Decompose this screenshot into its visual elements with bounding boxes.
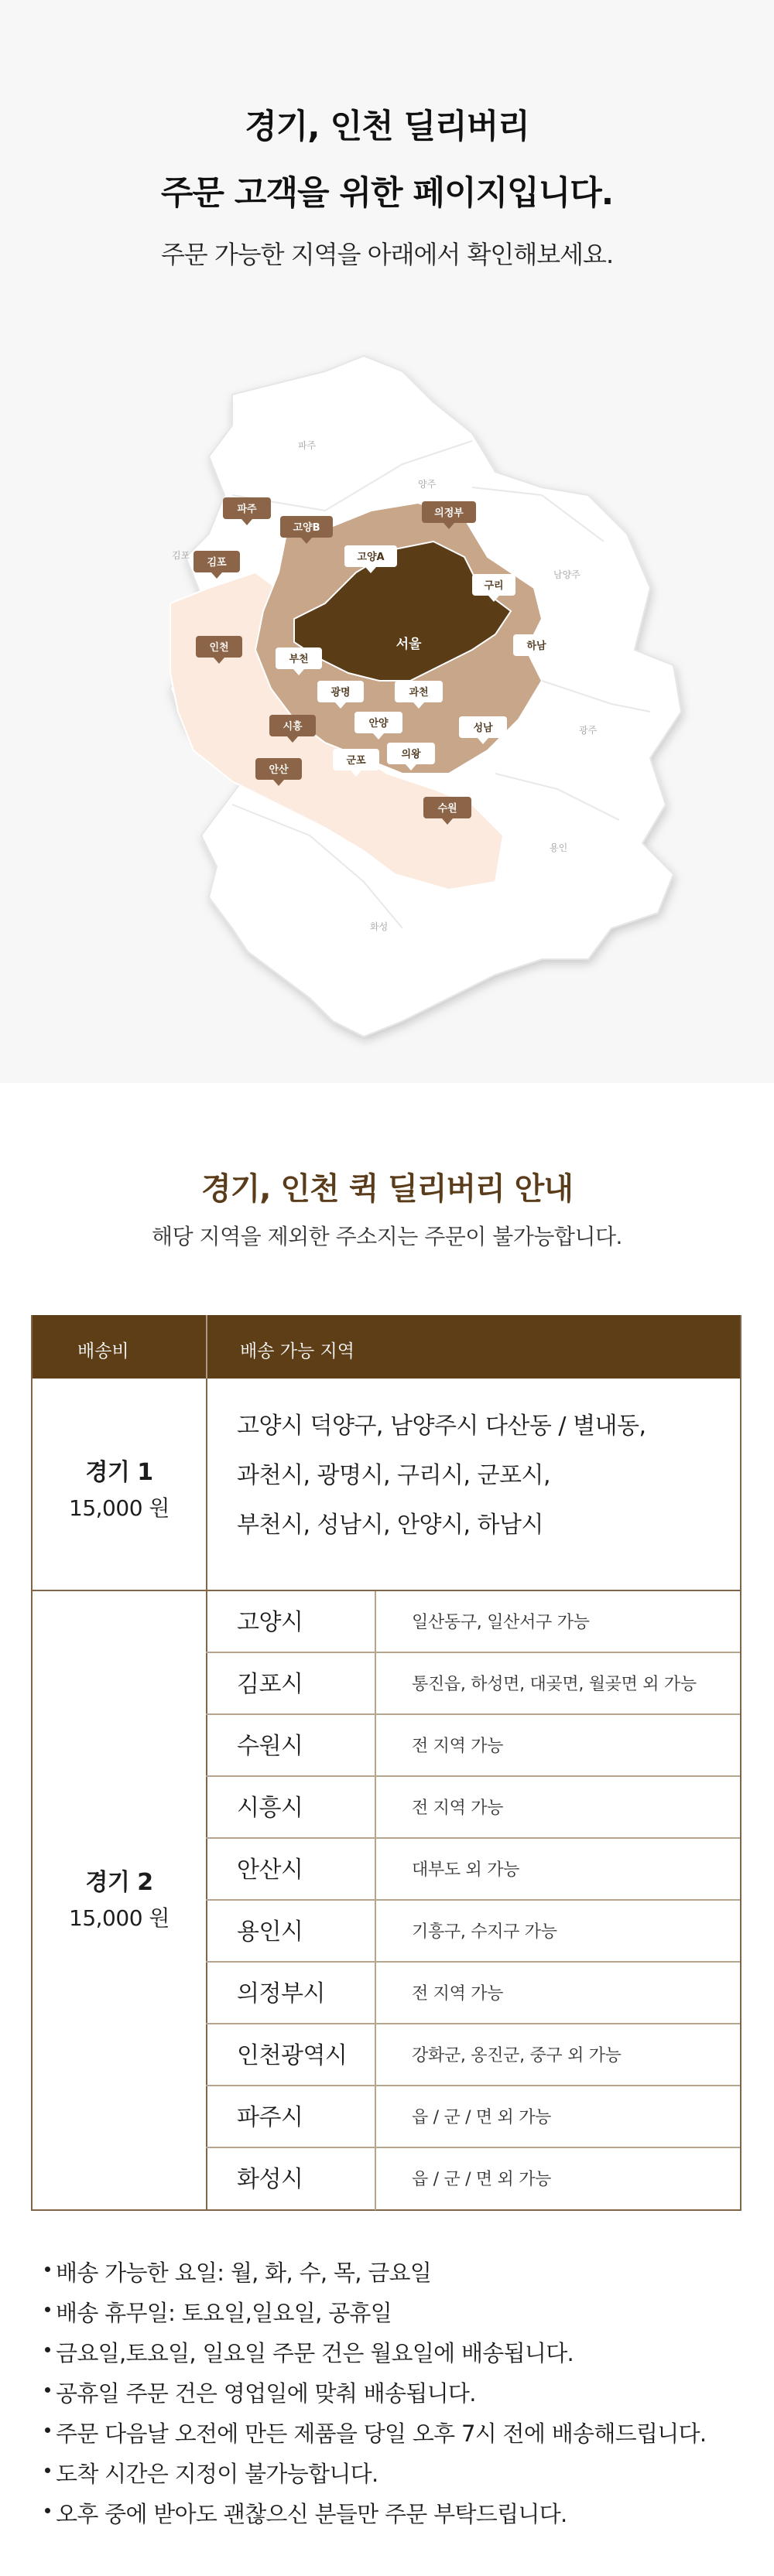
- group1-areas-line3: 부천시, 성남시, 안양시, 하남시: [237, 1512, 543, 1539]
- bullet-icon: [45, 2307, 50, 2312]
- group2-name: 경기 2: [85, 1869, 153, 1896]
- bullet-icon: [45, 2347, 50, 2352]
- svg-text:안산: 안산: [269, 764, 289, 776]
- section-subtitle: 해당 지역을 제외한 주소지는 주문이 불가능합니다.: [152, 1224, 622, 1249]
- bullet-icon: [45, 2468, 50, 2473]
- hero-subtitle: 주문 가능한 지역을 아래에서 확인해보세요.: [160, 240, 614, 269]
- svg-text:의왕: 의왕: [401, 749, 421, 760]
- bullet-icon: [45, 2267, 50, 2272]
- svg-text:부천: 부천: [289, 654, 309, 665]
- header-fee: 배송비: [77, 1341, 129, 1361]
- row-city: 안산시: [237, 1857, 303, 1884]
- hero-title-line1: 경기, 인천 딜리버리: [245, 108, 529, 146]
- row-city: 인천광역시: [237, 2042, 348, 2069]
- svg-text:광명: 광명: [330, 687, 351, 699]
- svg-text:고양A: 고양A: [357, 552, 385, 563]
- delivery-area-map: [0, 340, 774, 1060]
- map-label-yongin: 용인: [550, 842, 568, 853]
- row-note: 전 지역 가능: [412, 1799, 504, 1818]
- hero-section: [0, 0, 774, 1083]
- row-note: 기흥구, 수지구 가능: [412, 1922, 557, 1942]
- row-note: 일산동구, 일산서구 가능: [412, 1613, 590, 1632]
- group1-name: 경기 1: [85, 1459, 153, 1486]
- map-label-hwaseong: 화성: [370, 921, 389, 932]
- row-note: 전 지역 가능: [412, 1984, 504, 2004]
- svg-text:구리: 구리: [484, 580, 504, 592]
- svg-text:의정부: 의정부: [434, 507, 464, 519]
- row-note: 통진읍, 하성면, 대곶면, 월곶면 외 가능: [412, 1675, 697, 1694]
- row-city: 김포시: [237, 1671, 303, 1698]
- svg-text:김포: 김포: [207, 557, 227, 569]
- hero-title-line2: 주문 고객을 위한 페이지입니다.: [160, 174, 614, 213]
- svg-text:수원: 수원: [437, 803, 457, 815]
- svg-text:안양: 안양: [368, 718, 389, 729]
- list-item: 도착 시간은 지정이 불가능합니다.: [56, 2457, 378, 2489]
- group2-price: 15,000 원: [69, 1905, 170, 1931]
- group1-areas-line2: 과천시, 광명시, 구리시, 군포시,: [237, 1462, 551, 1489]
- svg-text:시흥: 시흥: [283, 721, 303, 733]
- svg-text:군포: 군포: [346, 755, 366, 767]
- map-label-gimpo-area: 김포: [172, 550, 190, 561]
- map-label-yangju: 양주: [418, 479, 437, 490]
- row-city: 용인시: [237, 1918, 303, 1946]
- row-city: 화성시: [237, 2166, 303, 2193]
- svg-text:성남: 성남: [473, 723, 493, 734]
- list-item: 공휴일 주문 건은 영업일에 맞춰 배송됩니다.: [56, 2376, 476, 2408]
- row-note: 읍 / 군 / 면 외 가능: [412, 2108, 552, 2127]
- list-item: 오후 중에 받아도 괜찮으신 분들만 주문 부탁드립니다.: [56, 2497, 567, 2529]
- map-label-seoul: 서울: [396, 637, 422, 652]
- row-note: 대부도 외 가능: [412, 1860, 520, 1880]
- list-item: 주문 다음날 오전에 만든 제품을 당일 오후 7시 전에 배송해드립니다.: [56, 2417, 706, 2448]
- row-city: 수원시: [237, 1733, 303, 1760]
- svg-text:고양B: 고양B: [293, 522, 320, 534]
- list-item: 배송 가능한 요일: 월, 화, 수, 목, 금요일: [56, 2256, 431, 2287]
- delivery-fee-table: [31, 1315, 741, 2211]
- svg-text:파주: 파주: [237, 504, 257, 515]
- map-label-paju-area: 파주: [298, 440, 317, 451]
- list-item: 금요일,토요일, 일요일 주문 건은 월요일에 배송됩니다.: [56, 2336, 574, 2368]
- table-header: [33, 1315, 740, 1379]
- group1-areas-line1: 고양시 덕양구, 남양주시 다산동 / 별내동,: [237, 1413, 646, 1440]
- svg-text:과천: 과천: [409, 687, 429, 699]
- map-label-gwangju: 광주: [579, 725, 598, 736]
- map-label-namyangju: 남양주: [553, 569, 580, 580]
- row-city: 파주시: [237, 2104, 303, 2131]
- bullet-icon: [45, 2427, 50, 2433]
- list-item: 배송 휴무일: 토요일,일요일, 공휴일: [56, 2296, 392, 2328]
- row-city: 의정부시: [237, 1980, 325, 2007]
- row-city: 시흥시: [237, 1795, 303, 1822]
- row-note: 읍 / 군 / 면 외 가능: [412, 2170, 552, 2189]
- svg-text:인천: 인천: [209, 642, 229, 654]
- bullet-icon: [45, 2387, 50, 2393]
- row-city: 고양시: [237, 1609, 303, 1636]
- row-note: 전 지역 가능: [412, 1737, 504, 1756]
- bullet-icon: [45, 2508, 50, 2513]
- section-title: 경기, 인천 퀵 딜리버리 안내: [201, 1171, 573, 1207]
- row-note: 강화군, 옹진군, 중구 외 가능: [412, 2046, 622, 2065]
- svg-text:하남: 하남: [526, 641, 546, 652]
- header-area: 배송 가능 지역: [240, 1341, 354, 1361]
- group1-price: 15,000 원: [69, 1495, 170, 1521]
